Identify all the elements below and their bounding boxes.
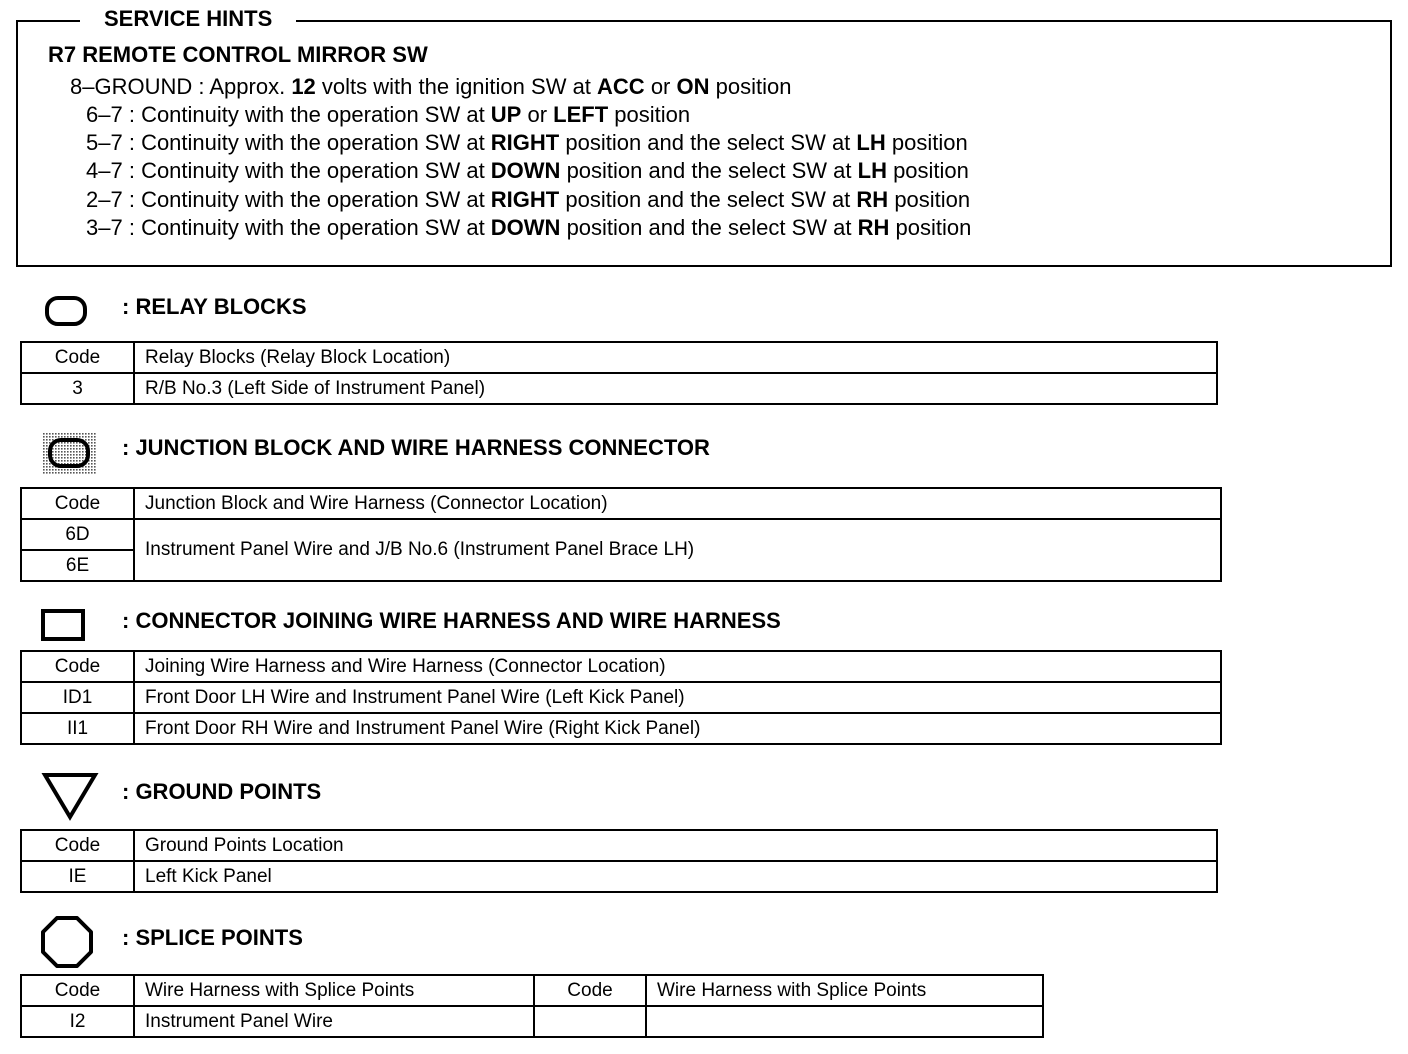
row-code-2 <box>534 1006 646 1037</box>
row-code: IE <box>21 861 134 892</box>
table-header-row <box>21 830 1217 861</box>
header-code-2: Code <box>534 975 646 1006</box>
row-code: I2 <box>21 1006 134 1037</box>
relay-block-symbol-icon <box>40 292 92 330</box>
junction-block-table <box>20 487 1222 582</box>
hint-pins: 6–7 <box>86 102 123 127</box>
hint-line: 3–7 : Continuity with the operation SW at DOWN position and the select SW at RH position <box>86 215 972 240</box>
ground-points-table <box>20 829 1218 893</box>
table-header-row <box>21 488 1221 519</box>
table-row <box>21 519 1221 550</box>
table-row <box>21 1006 1043 1037</box>
header-desc: Ground Points Location <box>134 830 1217 861</box>
ground-point-symbol-icon <box>40 770 100 822</box>
splice-points-title: : SPLICE POINTS <box>122 925 303 950</box>
header-desc: Relay Blocks (Relay Block Location) <box>134 342 1217 373</box>
header-code: Code <box>21 830 134 861</box>
table-header-row <box>21 342 1217 373</box>
hint-pins: 4–7 <box>86 158 123 183</box>
table-row <box>21 682 1221 713</box>
junction-block-title: : JUNCTION BLOCK AND WIRE HARNESS CONNECTOR <box>122 435 710 460</box>
header-code: Code <box>21 342 134 373</box>
relay-blocks-title: : RELAY BLOCKS <box>122 294 307 319</box>
header-desc: Junction Block and Wire Harness (Connector Location) <box>134 488 1221 519</box>
hint-line: 5–7 : Continuity with the operation SW at RIGHT position and the select SW at LH position <box>86 130 968 155</box>
row-desc: Front Door RH Wire and Instrument Panel Wire (Right Kick Panel) <box>134 713 1221 744</box>
row-desc: Front Door LH Wire and Instrument Panel Wire (Left Kick Panel) <box>134 682 1221 713</box>
hint-line: 8–GROUND : Approx. 12 volts with the ignition SW at ACC or ON position <box>70 74 792 99</box>
hint-pins: 8–GROUND <box>70 74 193 99</box>
junction-block-symbol-icon <box>40 430 98 476</box>
table-row <box>21 861 1217 892</box>
ground-points-title: : GROUND POINTS <box>122 779 322 804</box>
connector-joining-table <box>20 650 1222 745</box>
service-hints-title: SERVICE HINTS <box>80 6 296 32</box>
table-header-row <box>21 975 1043 1006</box>
hint-line: 4–7 : Continuity with the operation SW at DOWN position and the select SW at LH position <box>86 158 969 183</box>
service-hints-heading: R7 REMOTE CONTROL MIRROR SW <box>48 42 428 67</box>
row-code: II1 <box>21 713 134 744</box>
header-desc: Wire Harness with Splice Points <box>134 975 534 1006</box>
row-code: 6D <box>21 519 134 550</box>
connector-symbol-icon <box>40 607 88 643</box>
table-header-row <box>21 651 1221 682</box>
row-code: 6E <box>21 550 134 581</box>
row-code: 3 <box>21 373 134 404</box>
hint-pins: 5–7 <box>86 130 123 155</box>
table-row <box>21 713 1221 744</box>
row-desc: Left Kick Panel <box>134 861 1217 892</box>
hint-pins: 2–7 <box>86 187 123 212</box>
splice-point-symbol-icon <box>38 914 96 970</box>
header-code: Code <box>21 488 134 519</box>
row-desc: Instrument Panel Wire <box>134 1006 534 1037</box>
header-code: Code <box>21 975 134 1006</box>
header-code: Code <box>21 651 134 682</box>
row-desc-2 <box>646 1006 1043 1037</box>
relay-blocks-table <box>20 341 1218 405</box>
header-desc-2: Wire Harness with Splice Points <box>646 975 1043 1006</box>
header-desc: Joining Wire Harness and Wire Harness (Connector Location) <box>134 651 1221 682</box>
hint-line: 6–7 : Continuity with the operation SW at UP or LEFT position <box>86 102 691 127</box>
connector-joining-title: : CONNECTOR JOINING WIRE HARNESS AND WIRE HARNESS <box>122 608 781 633</box>
hint-pins: 3–7 <box>86 215 123 240</box>
row-code: ID1 <box>21 682 134 713</box>
row-desc: Instrument Panel Wire and J/B No.6 (Instrument Panel Brace LH) <box>134 519 1221 581</box>
row-desc: R/B No.3 (Left Side of Instrument Panel) <box>134 373 1217 404</box>
hint-line: 2–7 : Continuity with the operation SW at RIGHT position and the select SW at RH position <box>86 187 971 212</box>
splice-points-table <box>20 974 1044 1038</box>
table-row <box>21 373 1217 404</box>
